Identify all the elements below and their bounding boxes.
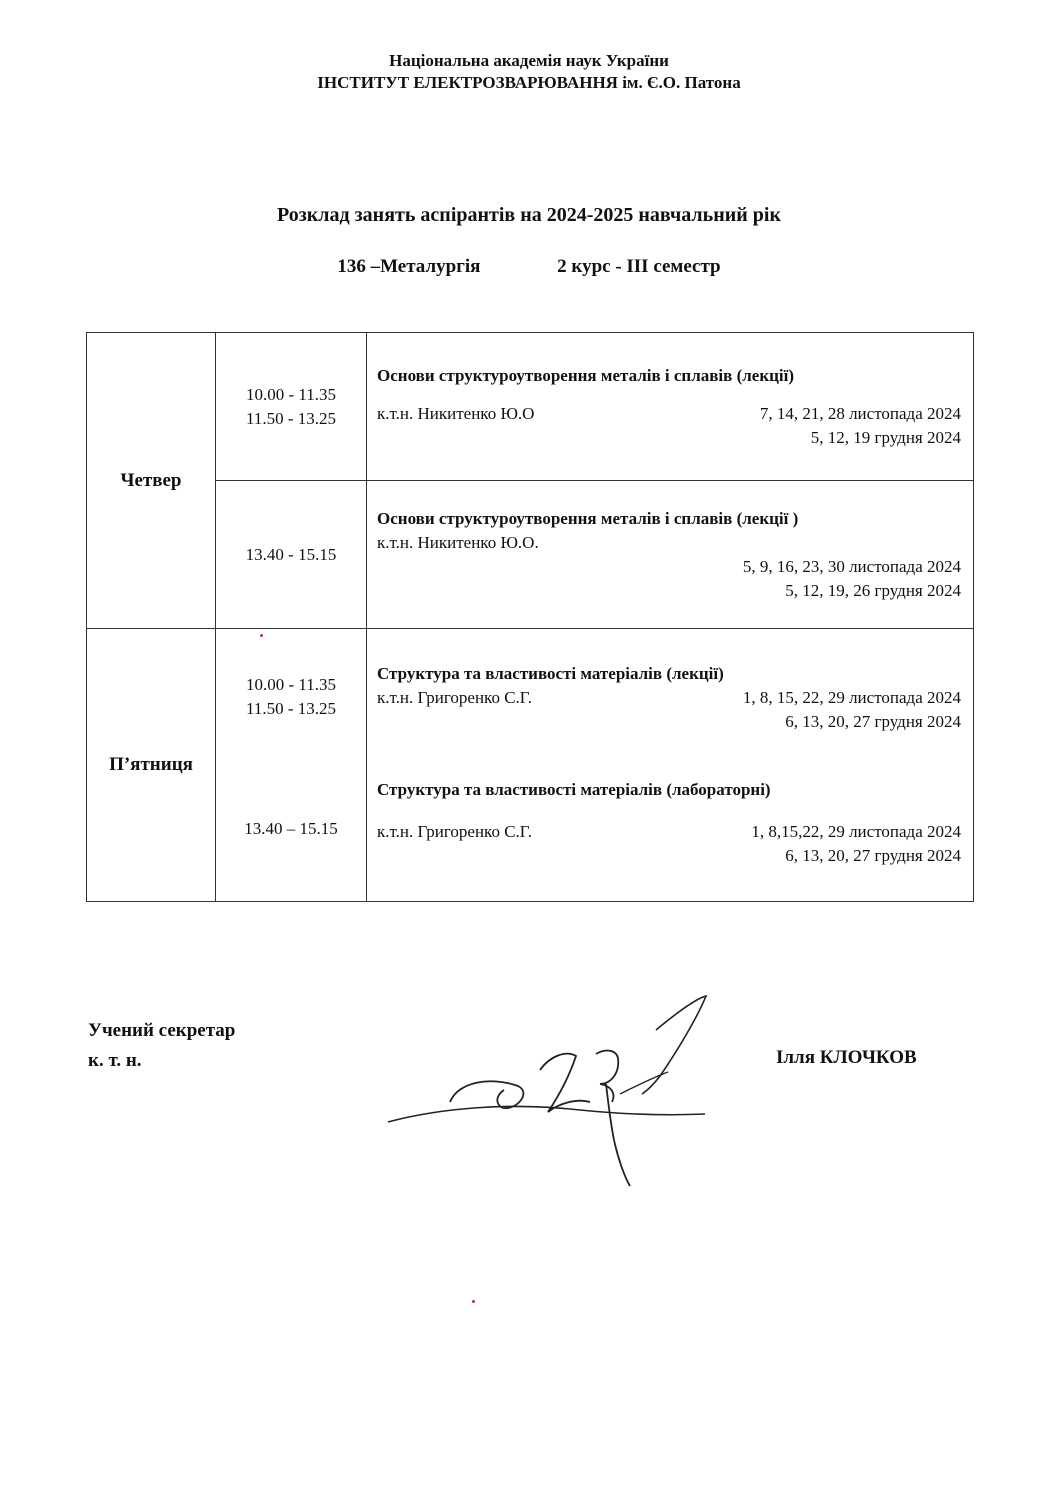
table-row: [87, 629, 974, 902]
class-dates: 7, 14, 21, 28 листопада 2024: [759, 403, 961, 423]
specialty-label: 136 –Металургія: [337, 256, 481, 277]
institute-name: ІНСТИТУТ ЕЛЕКТРОЗВАРЮВАННЯ ім. Є.О. Патона: [317, 73, 741, 92]
class-dates: 1, 8,15,22, 29 листопада 2024: [751, 822, 961, 841]
class-cell: [367, 333, 974, 481]
academic-degree: к. т. н.: [88, 1050, 142, 1071]
class-dates: 5, 12, 19 грудня 2024: [810, 427, 961, 447]
subject-title: Основи структуроутворення металів і сплавів (лекції ): [377, 508, 799, 528]
teacher-name: к.т.н. Никитенко Ю.О: [377, 403, 535, 423]
scan-speck: [472, 1300, 475, 1303]
handwritten-signature: [380, 990, 710, 1190]
subject-title: Структура та властивості матеріалів (лабораторні): [377, 780, 771, 799]
time-slot: 10.00 - 11.35: [245, 675, 337, 694]
class-cell: [367, 629, 974, 902]
signatory-position: [88, 1016, 235, 1076]
class-dates: 1, 8, 15, 22, 29 листопада 2024: [742, 688, 961, 707]
teacher-name: к.т.н. Григоренко С.Г.: [377, 688, 532, 707]
class-dates: 6, 13, 20, 27 грудня 2024: [785, 846, 961, 865]
day-cell-friday: П’ятниця: [87, 629, 216, 902]
signatory-name: Ілля КЛОЧКОВ: [776, 1047, 917, 1068]
subject-title: Основи структуроутворення металів і сплавів (лекції): [377, 365, 795, 385]
class-dates: 6, 13, 20, 27 грудня 2024: [785, 712, 961, 731]
table-row: [87, 333, 974, 481]
time-cell: [216, 629, 367, 902]
schedule-table: [86, 332, 974, 902]
time-cell: [216, 481, 367, 629]
table-row: [87, 481, 974, 629]
day-cell-thursday: Четвер: [87, 333, 216, 629]
class-dates: 5, 9, 16, 23, 30 листопада 2024: [742, 556, 961, 576]
time-slot: 13.40 - 15.15: [245, 544, 337, 564]
course-label: 2 курс - III семестр: [557, 256, 721, 277]
time-slot: 11.50 - 13.25: [245, 408, 337, 428]
class-dates: 5, 12, 19, 26 грудня 2024: [785, 580, 961, 600]
subject-title: Структура та властивості матеріалів (лекції): [377, 664, 724, 683]
time-slot: 11.50 - 13.25: [245, 699, 337, 718]
position-title: Учений секретар: [88, 1020, 236, 1041]
class-cell: [367, 481, 974, 629]
scan-speck: [260, 634, 263, 637]
time-slot: 10.00 - 11.35: [245, 384, 337, 404]
time-cell: [216, 333, 367, 481]
page-title: Розклад занять аспірантів на 2024-2025 навчальний рік: [277, 204, 781, 226]
teacher-name: к.т.н. Никитенко Ю.О.: [377, 532, 539, 552]
teacher-name: к.т.н. Григоренко С.Г.: [377, 822, 532, 841]
time-slot: 13.40 – 15.15: [244, 819, 338, 838]
academy-name: Національна академія наук України: [389, 51, 669, 70]
page-subtitle: [0, 256, 1058, 278]
document-header: [0, 50, 1058, 94]
